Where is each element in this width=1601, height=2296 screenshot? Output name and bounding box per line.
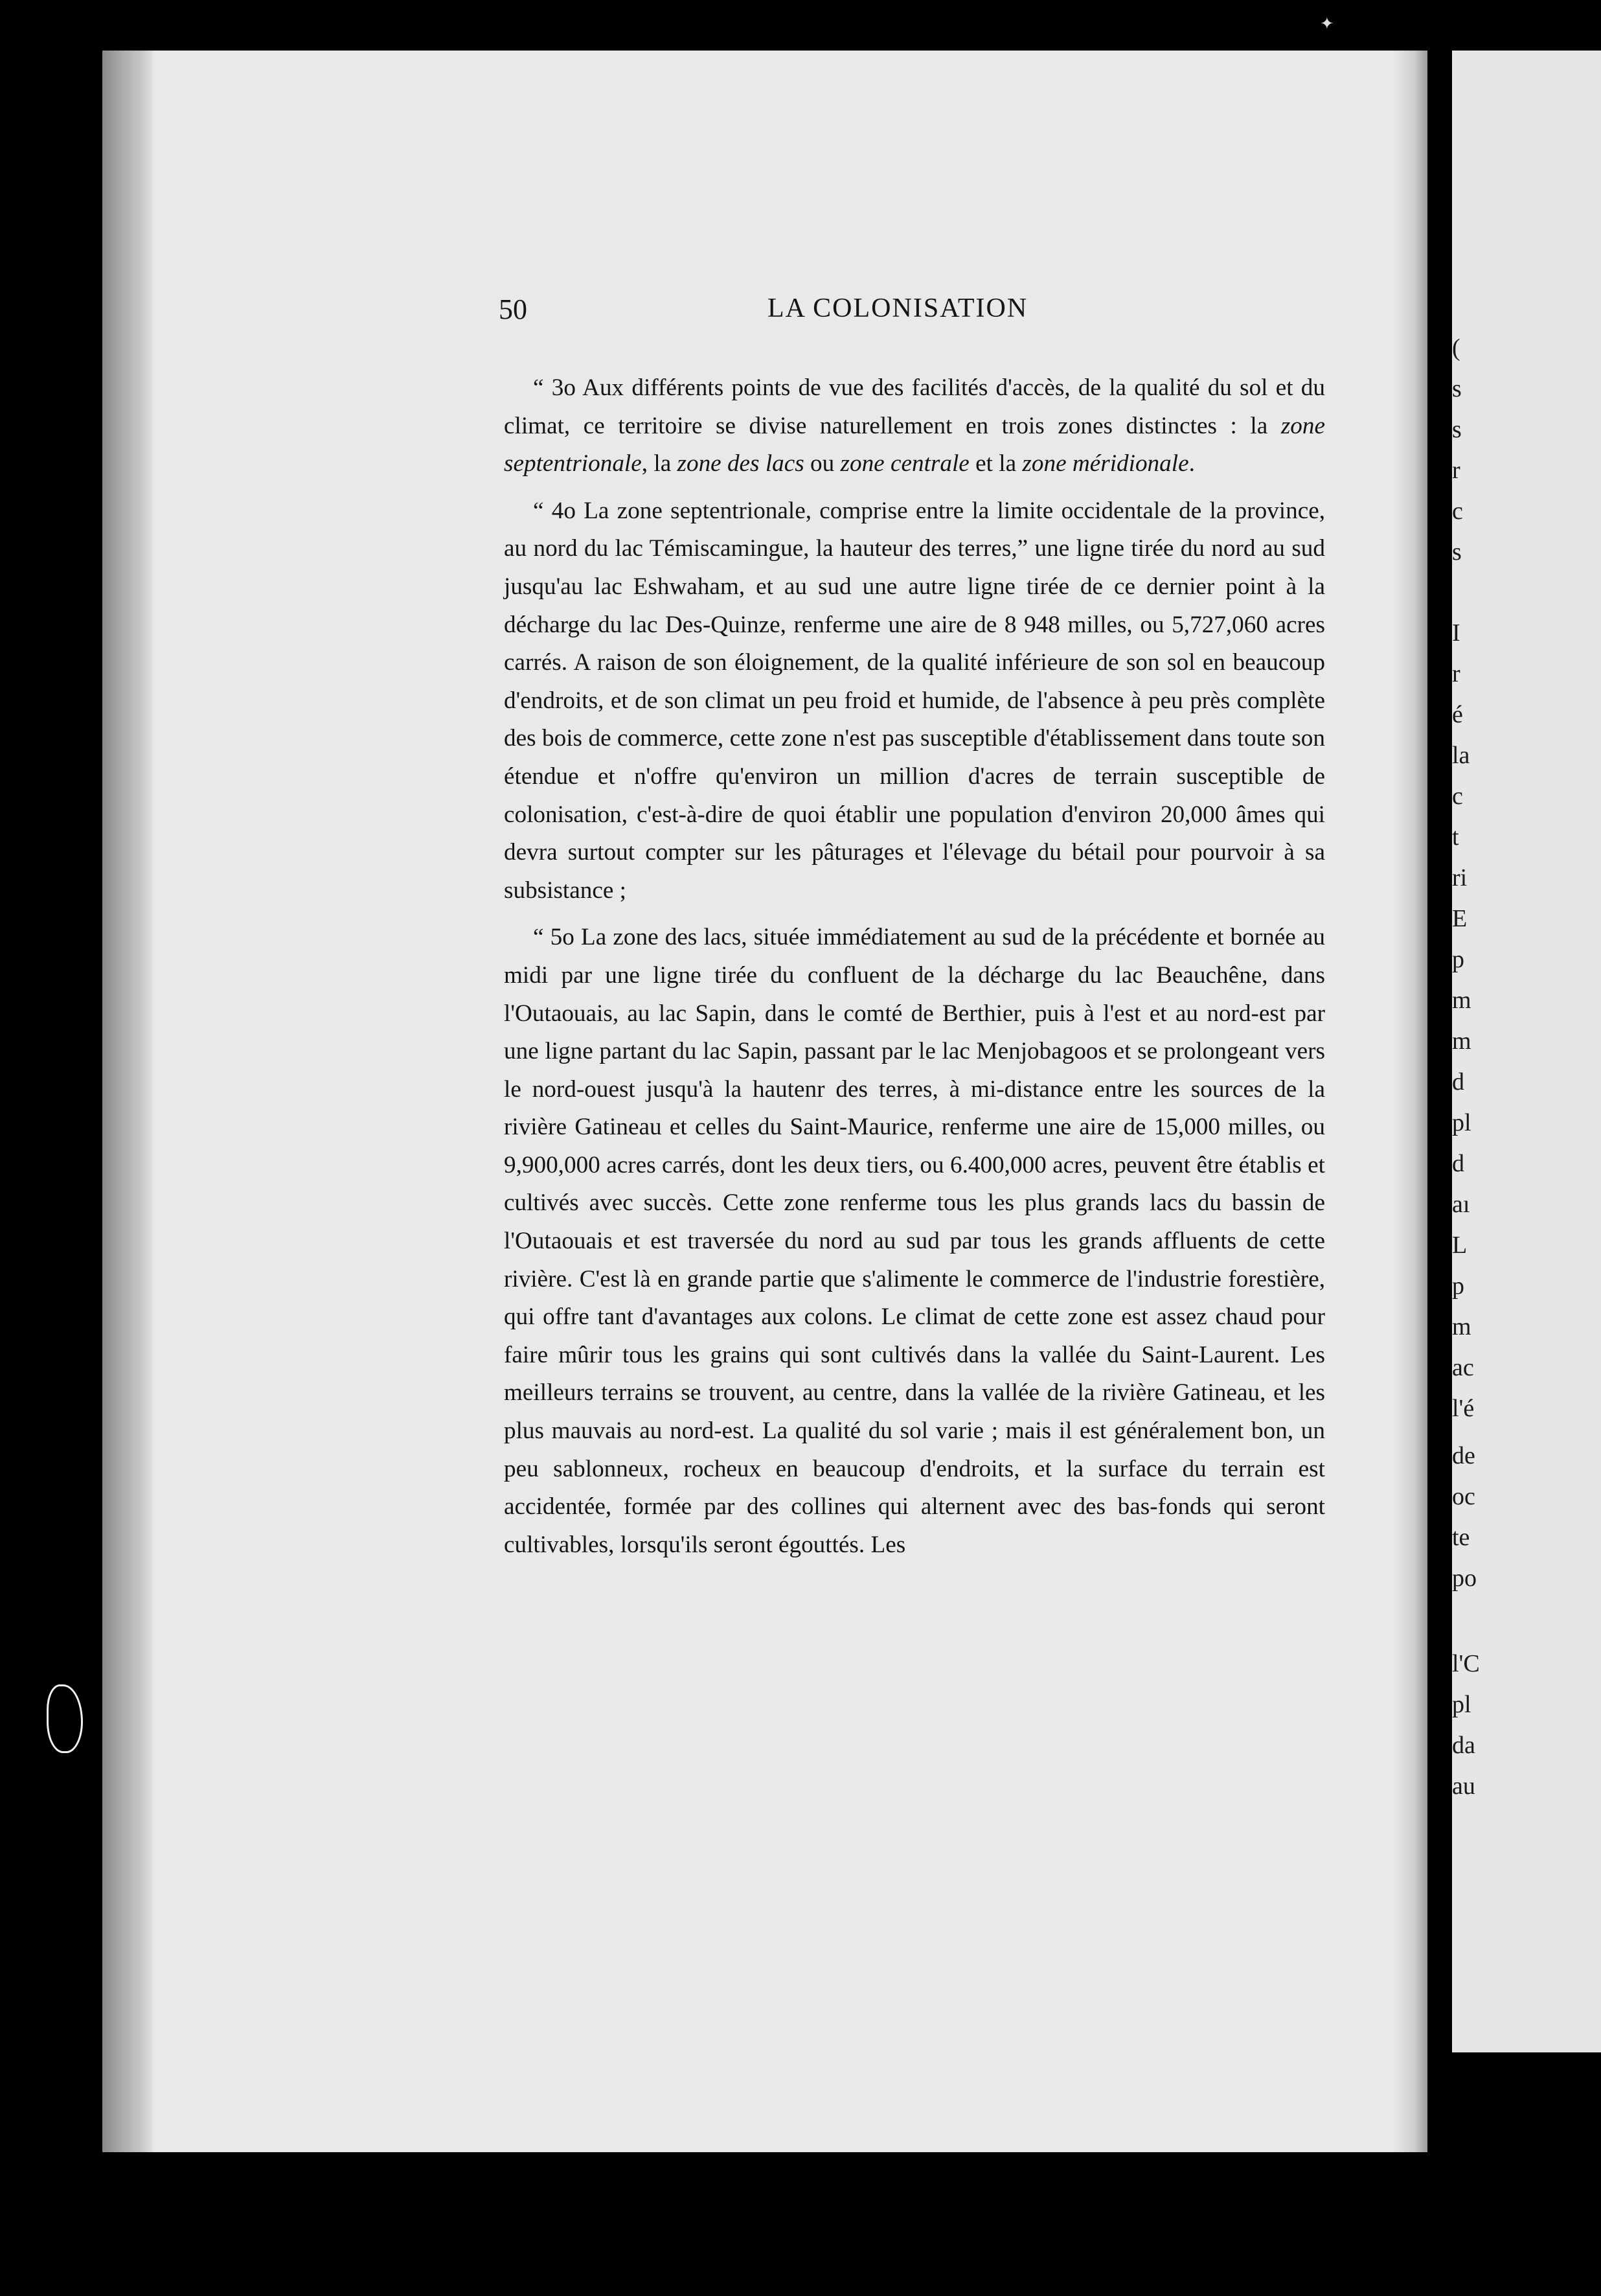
facing-page-fragment: l'é [1452, 1395, 1475, 1422]
facing-page [1452, 51, 1601, 2052]
body-text [504, 369, 1325, 1564]
facing-page-fragment: ac [1452, 1354, 1474, 1381]
facing-page-fragment: c [1452, 783, 1463, 810]
paragraph-5o: “ 5o La zone des lacs, située immédiatement au sud de la précédente et bornée au midi par une ligne tirée du confluent de la décharge du lac Beauchêne, dans l'Outaouais, au lac Sapin, dans le comté de Berthier, puis à l'est et au nord-est par une ligne partant du lac Sapin, passant par le lac Menjobagoos et se prolongeant vers le nord-ouest jusqu'à la hautenr des terres, à mi-distance entre les sources de la rivière Gatineau et celles du Saint-Maurice, renferme une aire de 15,000 milles, ou 9,900,000 acres carrés, dont les deux tiers, ou 6.400,000 acres, peuvent être établis et cultivés avec succès. Cette zone renferme tous les plus grands lacs du bassin de l'Outaouais et est traversée du nord au sud par tous les grands affluents de cette rivière. C'est là en grande partie que s'alimente le commerce de l'industrie forestière, qui offre tant d'avantages aux colons. Le climat de cette zone est assez chaud pour faire mûrir tous les grains qui sont cultivés dans la vallée du Saint-Laurent. Les meilleurs terrains se trouvent, au centre, dans la vallée de la rivière Gatineau, et les plus mauvais au nord-est. La qualité du sol varie ; mais il est généralement bon, un peu sablonneux, rocheux en beaucoup d'endroits, et la surface du terrain est accidentée, formée par des collines qui alternent avec des bas-fonds qui seront cultivables, lorsqu'ils seront égouttés. Les [504, 924, 1325, 1558]
facing-page-fragment: l'C [1452, 1650, 1480, 1677]
facing-page-fragment: m [1452, 1027, 1471, 1055]
facing-page-fragment: p [1452, 1272, 1464, 1300]
running-title: LA COLONISATION [767, 293, 1028, 323]
facing-page-fragment: ( [1452, 334, 1460, 362]
facing-page-fragment: m [1452, 1313, 1471, 1340]
facing-page-fragment: é [1452, 701, 1463, 728]
facing-page-fragment: r [1452, 457, 1460, 484]
facing-page-fragment: L [1452, 1232, 1468, 1259]
facing-page-fragment: s [1452, 538, 1462, 566]
page-number: 50 [499, 293, 527, 325]
facing-page-fragment: t [1452, 823, 1459, 851]
facing-page-fragment: s [1452, 375, 1462, 402]
page-gutter-shadow [1392, 51, 1427, 2152]
facing-page-fragment: da [1452, 1732, 1475, 1759]
facing-page-fragment: d [1452, 1150, 1464, 1177]
paragraph-4o: “ 4o La zone septentrionale, comprise entre la limite occidentale de la province, au nord du lac Témiscamingue, la hauteur des terres,” une ligne tirée du nord au sud jusqu'au lac Eshwaham, et au sud une autre ligne tirée de ce dernier point à la décharge du lac Des-Quinze, renferme une aire de 8 948 milles, ou 5,727,060 acres carrés. A raison de son éloignement, de la qualité inférieure de son sol en beaucoup d'endroits, et de son climat un peu froid et humide, de l'absence à peu près complète des bois de commerce, cette zone n'est pas susceptible d'établissement dans toute son étendue et n'offre qu'environ un million d'acres de terrain susceptible de colonisation, c'est-à-dire de quoi établir une population d'environ 20,000 âmes qui devra surtout compter sur les pâturages et l'élevage du bétail pour pourvoir à sa subsistance ; [504, 497, 1325, 904]
facing-page-fragment: aı [1452, 1191, 1470, 1218]
facing-page-fragment: po [1452, 1565, 1477, 1592]
facing-page-fragment: de [1452, 1442, 1475, 1469]
page-header [499, 293, 1328, 332]
facing-page-fragment: te [1452, 1524, 1470, 1551]
facing-page-fragment: pl [1452, 1109, 1471, 1136]
facing-page-fragment: s [1452, 416, 1462, 443]
facing-page-fragment: m [1452, 987, 1471, 1014]
scan-mark-icon: ✦ [1320, 14, 1334, 33]
facing-page-fragment: la [1452, 742, 1470, 769]
facing-page-fragment: d [1452, 1068, 1464, 1096]
facing-page-fragment: c [1452, 498, 1463, 525]
facing-page-fragment: au [1452, 1773, 1475, 1800]
paragraph-3o: “ 3o Aux différents points de vue des facilités d'accès, de la qualité du sol et du climat, ce territoire se divise naturellement en trois zones distinctes : la zone septentrionale, la zone des lacs ou zone centrale et la zone méridionale. [504, 374, 1325, 477]
scan-artifact [47, 1684, 83, 1753]
facing-page-fragment: ri [1452, 864, 1468, 891]
facing-page-fragment: oc [1452, 1483, 1475, 1510]
facing-page-fragment: r [1452, 660, 1460, 687]
page-binding-shadow [102, 51, 153, 2152]
facing-page-fragment: pl [1452, 1691, 1471, 1718]
facing-page-fragment: I [1452, 619, 1460, 647]
facing-page-fragment: p [1452, 946, 1464, 973]
facing-page-fragment: E [1452, 905, 1468, 932]
